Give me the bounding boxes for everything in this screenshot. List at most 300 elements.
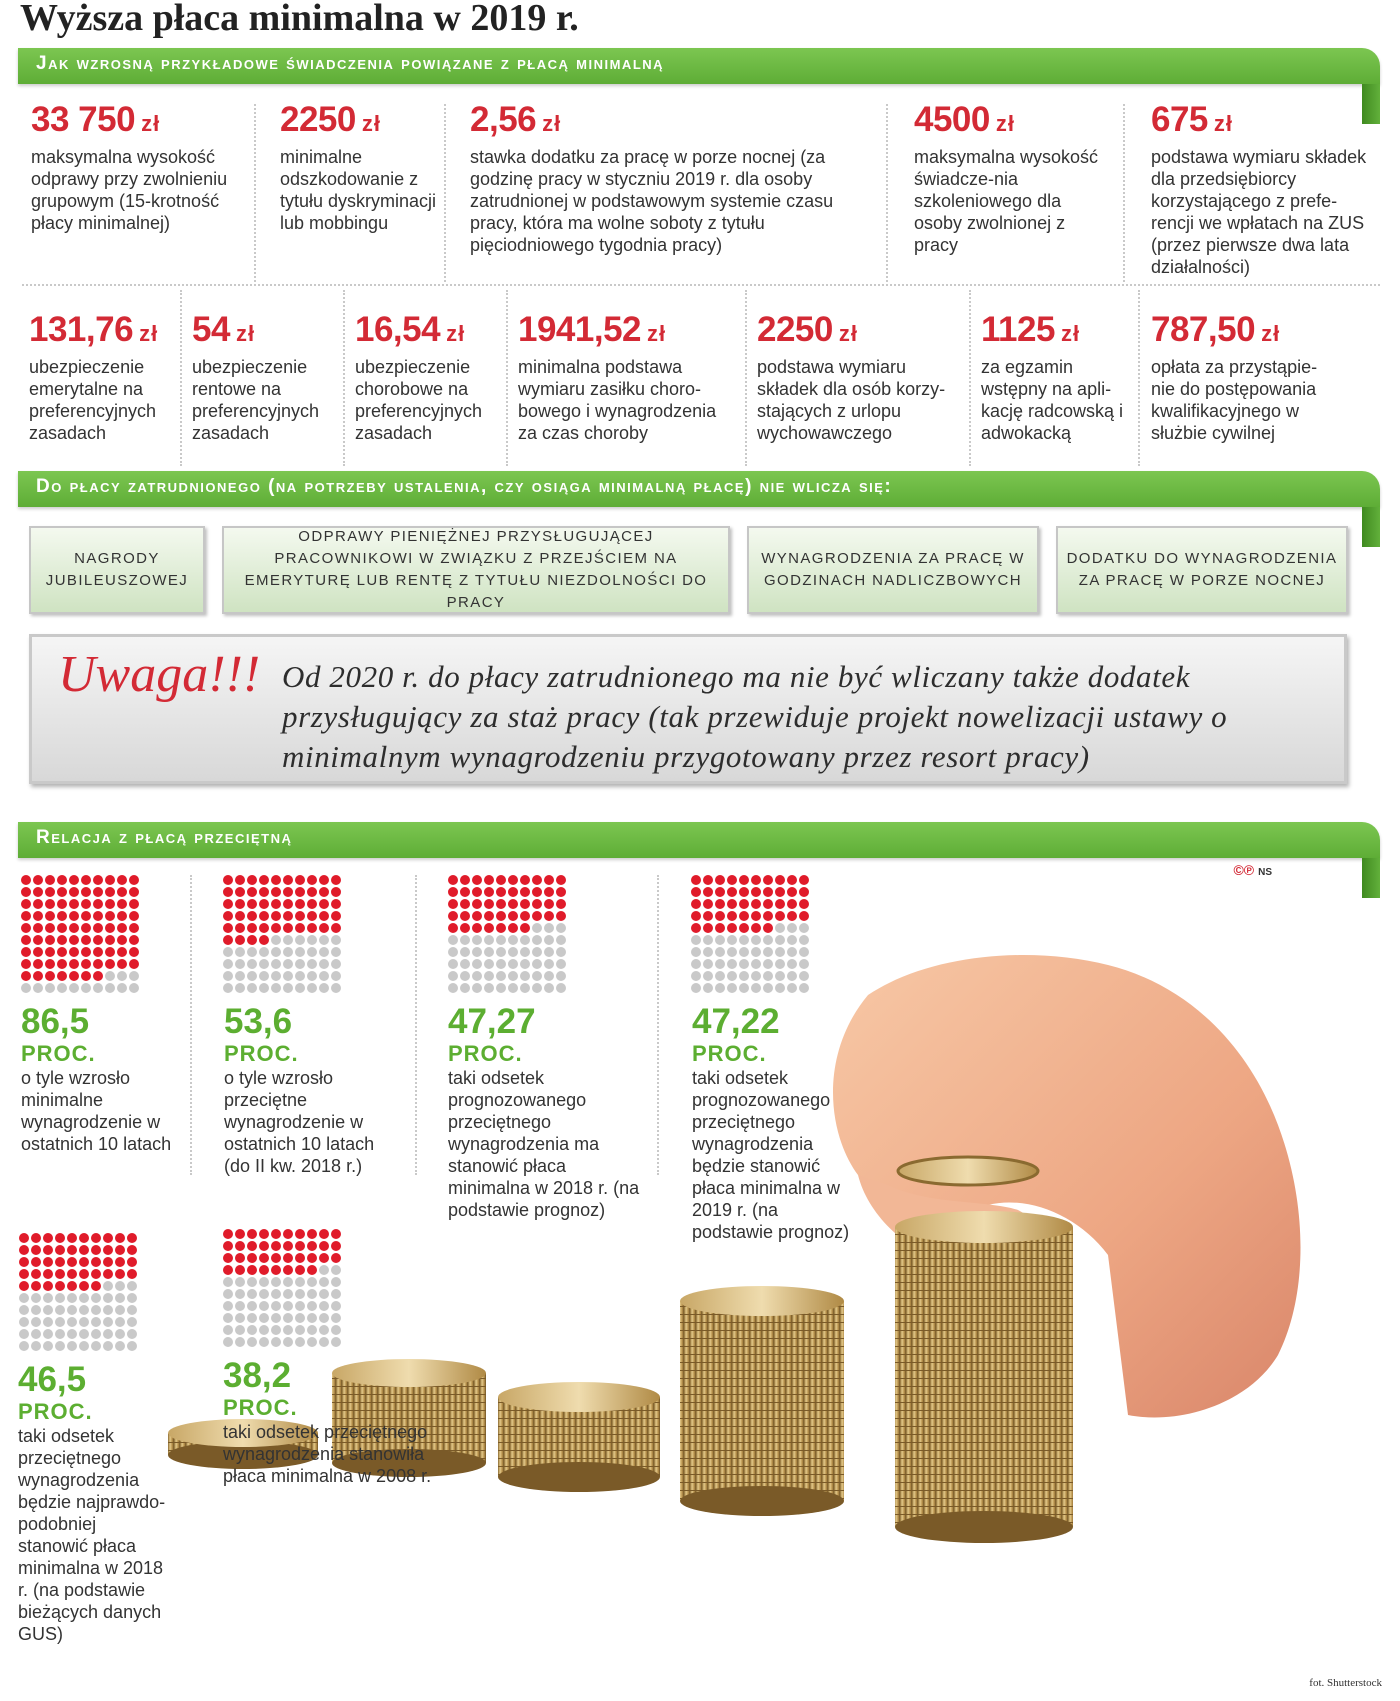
dot-empty <box>727 959 737 969</box>
divider <box>254 104 256 282</box>
dot-filled <box>55 1245 65 1255</box>
dot-filled <box>19 1257 29 1267</box>
fact-card <box>1151 100 1376 278</box>
dot-empty <box>703 983 713 993</box>
dot-empty <box>295 1289 305 1299</box>
dot-empty <box>703 935 713 945</box>
fact-amount: 2250 zł <box>280 100 381 139</box>
stat-unit: PROC. <box>21 1041 96 1066</box>
dot-filled <box>283 875 293 885</box>
dot-filled <box>775 899 785 909</box>
dot-filled <box>235 923 245 933</box>
dot-filled <box>115 1245 125 1255</box>
dot-filled <box>55 1233 65 1243</box>
dot-empty <box>508 971 518 981</box>
dot-empty <box>19 1317 29 1327</box>
dot-empty <box>271 1301 281 1311</box>
dot-filled <box>271 887 281 897</box>
dot-filled <box>91 1257 101 1267</box>
dot-filled <box>259 935 269 945</box>
dot-filled <box>103 1245 113 1255</box>
dot-empty <box>283 935 293 945</box>
dot-filled <box>460 911 470 921</box>
dot-filled <box>93 959 103 969</box>
dot-filled <box>703 911 713 921</box>
dot-filled <box>235 935 245 945</box>
dot-empty <box>715 947 725 957</box>
dot-filled <box>45 887 55 897</box>
dot-filled <box>19 1281 29 1291</box>
dot-filled <box>508 899 518 909</box>
dot-empty <box>532 971 542 981</box>
dot-empty <box>532 923 542 933</box>
dot-filled <box>496 923 506 933</box>
dot-filled <box>247 1265 257 1275</box>
dot-filled <box>45 911 55 921</box>
dot-empty <box>787 923 797 933</box>
dot-empty <box>319 1277 329 1287</box>
dot-filled <box>799 875 809 885</box>
dot-empty <box>775 959 785 969</box>
dot-filled <box>319 887 329 897</box>
dot-empty <box>484 971 494 981</box>
dot-filled <box>81 887 91 897</box>
dot-filled <box>283 923 293 933</box>
fact-amount: 54 zł <box>192 310 256 349</box>
dot-empty <box>484 947 494 957</box>
dot-filled <box>103 1233 113 1243</box>
dot-filled <box>691 899 701 909</box>
dot-empty <box>751 959 761 969</box>
dot-filled <box>43 1257 53 1267</box>
dot-filled <box>508 875 518 885</box>
dot-filled <box>223 923 233 933</box>
dot-empty <box>283 959 293 969</box>
dot-empty <box>117 983 127 993</box>
dot-filled <box>129 923 139 933</box>
dot-filled <box>117 959 127 969</box>
dot-filled <box>247 911 257 921</box>
dot-filled <box>544 911 554 921</box>
dot-empty <box>247 1277 257 1287</box>
dot-filled <box>93 971 103 981</box>
dot-filled <box>93 911 103 921</box>
dot-filled <box>67 1233 77 1243</box>
fact-amount: 4500 zł <box>914 100 1015 139</box>
dot-filled <box>532 875 542 885</box>
dot-empty <box>319 983 329 993</box>
dot-empty <box>307 971 317 981</box>
dot-empty <box>19 1329 29 1339</box>
dot-empty <box>331 1301 341 1311</box>
dot-filled <box>223 911 233 921</box>
dot-empty <box>79 1293 89 1303</box>
dot-empty <box>307 1337 317 1347</box>
dot-filled <box>45 947 55 957</box>
dot-filled <box>460 899 470 909</box>
dot-filled <box>319 899 329 909</box>
dot-filled <box>556 911 566 921</box>
dot-filled <box>307 1265 317 1275</box>
fact-card <box>518 310 738 444</box>
dot-filled <box>799 899 809 909</box>
dot-empty <box>472 959 482 969</box>
dot-filled <box>691 923 701 933</box>
dot-filled <box>105 887 115 897</box>
dot-empty <box>703 971 713 981</box>
dot-filled <box>319 1241 329 1251</box>
dot-filled <box>520 875 530 885</box>
dot-filled <box>21 947 31 957</box>
dot-filled <box>117 887 127 897</box>
dot-filled <box>57 947 67 957</box>
dot-empty <box>787 971 797 981</box>
dot-filled <box>715 875 725 885</box>
dot-empty <box>295 1337 305 1347</box>
dot-empty <box>691 935 701 945</box>
dot-filled <box>247 935 257 945</box>
dot-empty <box>129 971 139 981</box>
dot-empty <box>763 947 773 957</box>
dot-filled <box>55 1257 65 1267</box>
band-fold <box>1362 858 1380 898</box>
dot-empty <box>307 1325 317 1335</box>
dot-filled <box>532 887 542 897</box>
dot-filled <box>259 887 269 897</box>
dot-empty <box>247 959 257 969</box>
dot-empty <box>331 1289 341 1299</box>
dot-filled <box>271 911 281 921</box>
dot-filled <box>67 1281 77 1291</box>
dot-filled <box>508 923 518 933</box>
dot-filled <box>727 911 737 921</box>
dot-empty <box>496 959 506 969</box>
dot-filled <box>775 911 785 921</box>
dot-empty <box>91 1317 101 1327</box>
dot-filled <box>271 1253 281 1263</box>
dot-empty <box>283 1313 293 1323</box>
dot-filled <box>91 1233 101 1243</box>
dot-empty <box>544 923 554 933</box>
dot-empty <box>271 971 281 981</box>
dot-filled <box>19 1269 29 1279</box>
dot-chart <box>19 1233 138 1352</box>
stat-unit: PROC. <box>18 1399 93 1424</box>
dot-empty <box>544 959 554 969</box>
dot-empty <box>715 983 725 993</box>
dot-empty <box>271 1289 281 1299</box>
stat-unit: PROC. <box>448 1041 523 1066</box>
dot-empty <box>739 947 749 957</box>
dot-empty <box>55 1293 65 1303</box>
dot-empty <box>283 1325 293 1335</box>
dot-filled <box>751 899 761 909</box>
dot-empty <box>307 959 317 969</box>
dot-filled <box>307 923 317 933</box>
dot-filled <box>484 875 494 885</box>
stat-value: 86,5 <box>21 1002 90 1041</box>
dot-filled <box>69 911 79 921</box>
dot-filled <box>69 923 79 933</box>
dot-filled <box>115 1233 125 1243</box>
dot-empty <box>223 971 233 981</box>
dot-filled <box>247 1241 257 1251</box>
dot-empty <box>223 1301 233 1311</box>
dot-empty <box>787 983 797 993</box>
dot-filled <box>91 1245 101 1255</box>
dot-filled <box>115 1257 125 1267</box>
dot-empty <box>319 1325 329 1335</box>
dot-filled <box>31 1257 41 1267</box>
dot-empty <box>715 971 725 981</box>
dot-empty <box>271 947 281 957</box>
dot-empty <box>460 983 470 993</box>
dot-empty <box>247 1337 257 1347</box>
dot-filled <box>295 1241 305 1251</box>
dot-filled <box>235 875 245 885</box>
divider <box>745 290 747 466</box>
dot-empty <box>247 1325 257 1335</box>
dot-filled <box>223 875 233 885</box>
dot-empty <box>508 959 518 969</box>
dot-filled <box>33 947 43 957</box>
dot-empty <box>43 1305 53 1315</box>
dot-filled <box>21 899 31 909</box>
dot-filled <box>21 923 31 933</box>
fact-amount: 2,56 zł <box>470 100 562 139</box>
dot-filled <box>235 1241 245 1251</box>
dot-empty <box>715 959 725 969</box>
dot-filled <box>105 959 115 969</box>
dot-empty <box>235 1337 245 1347</box>
dot-empty <box>283 971 293 981</box>
dot-filled <box>763 923 773 933</box>
dot-filled <box>223 1229 233 1239</box>
dot-empty <box>448 935 458 945</box>
dot-filled <box>319 923 329 933</box>
dot-filled <box>43 1245 53 1255</box>
dot-empty <box>775 983 785 993</box>
stat-block <box>223 1357 588 1487</box>
dot-filled <box>295 1229 305 1239</box>
dot-filled <box>460 923 470 933</box>
dot-filled <box>81 875 91 885</box>
dot-filled <box>727 875 737 885</box>
fact-description: podstawa wymiaru składek dla osób korzy-stających z urlopu wychowawczego <box>757 357 946 443</box>
dot-empty <box>115 1317 125 1327</box>
dot-filled <box>223 1253 233 1263</box>
dot-filled <box>271 1229 281 1239</box>
dot-filled <box>117 947 127 957</box>
dot-filled <box>460 875 470 885</box>
dot-filled <box>283 887 293 897</box>
dot-filled <box>460 887 470 897</box>
dot-empty <box>259 971 269 981</box>
dot-empty <box>271 1337 281 1347</box>
dot-filled <box>331 923 341 933</box>
dot-filled <box>223 1241 233 1251</box>
dot-filled <box>79 1269 89 1279</box>
dot-filled <box>21 971 31 981</box>
dot-empty <box>259 947 269 957</box>
dot-empty <box>520 983 530 993</box>
dot-filled <box>81 935 91 945</box>
dot-filled <box>448 875 458 885</box>
dot-filled <box>57 875 67 885</box>
fact-description: ubezpieczenie chorobowe na preferencyjnych zasadach <box>355 357 483 443</box>
dot-filled <box>55 1269 65 1279</box>
dot-filled <box>739 887 749 897</box>
dot-empty <box>448 971 458 981</box>
dot-filled <box>727 899 737 909</box>
dot-filled <box>93 887 103 897</box>
stat-value: 38,2 <box>223 1356 292 1395</box>
stat-value: 47,27 <box>448 1002 536 1041</box>
dot-empty <box>247 983 257 993</box>
dot-filled <box>496 911 506 921</box>
dot-empty <box>283 1337 293 1347</box>
dot-empty <box>751 935 761 945</box>
dot-empty <box>727 971 737 981</box>
dot-empty <box>259 1337 269 1347</box>
dot-empty <box>271 1277 281 1287</box>
dot-filled <box>271 899 281 909</box>
fact-description: opłata za przystąpie-nie do postępowania kwalifikacyjnego w służbie cywilnej <box>1151 357 1318 443</box>
photo-credit: fot. Shutterstock <box>1309 1677 1382 1689</box>
dot-chart <box>691 875 810 994</box>
dot-filled <box>105 935 115 945</box>
dot-filled <box>331 1241 341 1251</box>
dot-empty <box>67 1305 77 1315</box>
dot-empty <box>247 1313 257 1323</box>
dot-empty <box>556 983 566 993</box>
dot-filled <box>271 875 281 885</box>
dot-filled <box>484 887 494 897</box>
dot-filled <box>45 959 55 969</box>
dot-filled <box>247 923 257 933</box>
dot-empty <box>727 947 737 957</box>
dot-filled <box>33 911 43 921</box>
dot-empty <box>295 935 305 945</box>
dot-empty <box>508 983 518 993</box>
band-fold <box>1362 507 1380 547</box>
dot-empty <box>103 1317 113 1327</box>
stat-unit: PROC. <box>224 1041 299 1066</box>
dot-filled <box>496 887 506 897</box>
dot-filled <box>127 1269 137 1279</box>
dot-empty <box>691 947 701 957</box>
dot-empty <box>271 1313 281 1323</box>
dot-empty <box>331 983 341 993</box>
dot-filled <box>21 935 31 945</box>
dot-filled <box>307 1229 317 1239</box>
dot-empty <box>117 971 127 981</box>
fact-card <box>31 100 246 234</box>
dot-empty <box>763 971 773 981</box>
dot-empty <box>532 947 542 957</box>
section2-heading: Do płacy zatrudnionego (na potrzeby ustalenia, czy osiąga minimalną płacę) nie wlicza się: <box>36 476 893 497</box>
dot-filled <box>331 887 341 897</box>
dot-filled <box>67 1269 77 1279</box>
dot-empty <box>235 1325 245 1335</box>
dot-empty <box>460 971 470 981</box>
dot-empty <box>544 947 554 957</box>
dot-empty <box>129 983 139 993</box>
dot-empty <box>484 983 494 993</box>
dot-empty <box>295 1313 305 1323</box>
dot-filled <box>295 875 305 885</box>
dot-filled <box>520 887 530 897</box>
dot-empty <box>295 959 305 969</box>
dot-empty <box>691 971 701 981</box>
dot-filled <box>715 899 725 909</box>
dot-filled <box>691 911 701 921</box>
dot-filled <box>283 1253 293 1263</box>
dot-empty <box>739 959 749 969</box>
dot-filled <box>307 1253 317 1263</box>
dot-empty <box>739 971 749 981</box>
dot-empty <box>259 1289 269 1299</box>
dot-chart <box>223 1229 342 1348</box>
dot-empty <box>69 983 79 993</box>
divider <box>180 290 182 466</box>
dot-empty <box>81 983 91 993</box>
dot-empty <box>319 959 329 969</box>
stat-description: taki odsetek prognozowanego przeciętnego wynagrodzenia ma stanowić płaca minimalna w 2018 r. (na podstawie prognoz) <box>448 1068 640 1220</box>
dot-filled <box>93 875 103 885</box>
dot-filled <box>45 935 55 945</box>
dot-filled <box>520 923 530 933</box>
dot-empty <box>31 1341 41 1351</box>
dot-empty <box>127 1329 137 1339</box>
dot-empty <box>319 1337 329 1347</box>
dot-filled <box>117 935 127 945</box>
dot-empty <box>235 1301 245 1311</box>
dot-filled <box>715 887 725 897</box>
dot-filled <box>283 911 293 921</box>
dot-filled <box>105 899 115 909</box>
dot-empty <box>43 1293 53 1303</box>
dot-filled <box>532 899 542 909</box>
divider <box>415 875 417 1175</box>
dot-empty <box>223 1289 233 1299</box>
dot-filled <box>69 947 79 957</box>
dot-empty <box>31 1329 41 1339</box>
dot-filled <box>81 911 91 921</box>
dot-filled <box>235 899 245 909</box>
stat-value: 46,5 <box>18 1360 87 1399</box>
dot-filled <box>763 875 773 885</box>
dot-empty <box>331 1265 341 1275</box>
stat-description: taki odsetek prognozowanego przeciętnego wynagrodzenia będzie stanowić płaca minimalna w 2019 r. (na podstawie prognoz) <box>692 1068 850 1242</box>
dot-filled <box>259 923 269 933</box>
dot-empty <box>271 935 281 945</box>
dot-filled <box>69 971 79 981</box>
dot-filled <box>129 959 139 969</box>
fact-description: stawka dodatku za pracę w porze nocnej (za godzinę pracy w styczniu 2019 r. dla osoby zatrudnionej w podstawowym systemie czasu pracy, która ma wolne soboty z tytułu pięciodniowego tygodnia pracy) <box>470 147 834 255</box>
dot-filled <box>283 899 293 909</box>
dot-empty <box>127 1317 137 1327</box>
dot-filled <box>21 959 31 969</box>
dot-empty <box>259 959 269 969</box>
excluded-item: NAGRODY JUBILEUSZOWEJ <box>29 526 205 614</box>
dot-empty <box>763 935 773 945</box>
dot-filled <box>739 911 749 921</box>
dot-filled <box>33 899 43 909</box>
fact-card <box>470 100 870 256</box>
dot-filled <box>103 1269 113 1279</box>
dot-filled <box>105 923 115 933</box>
